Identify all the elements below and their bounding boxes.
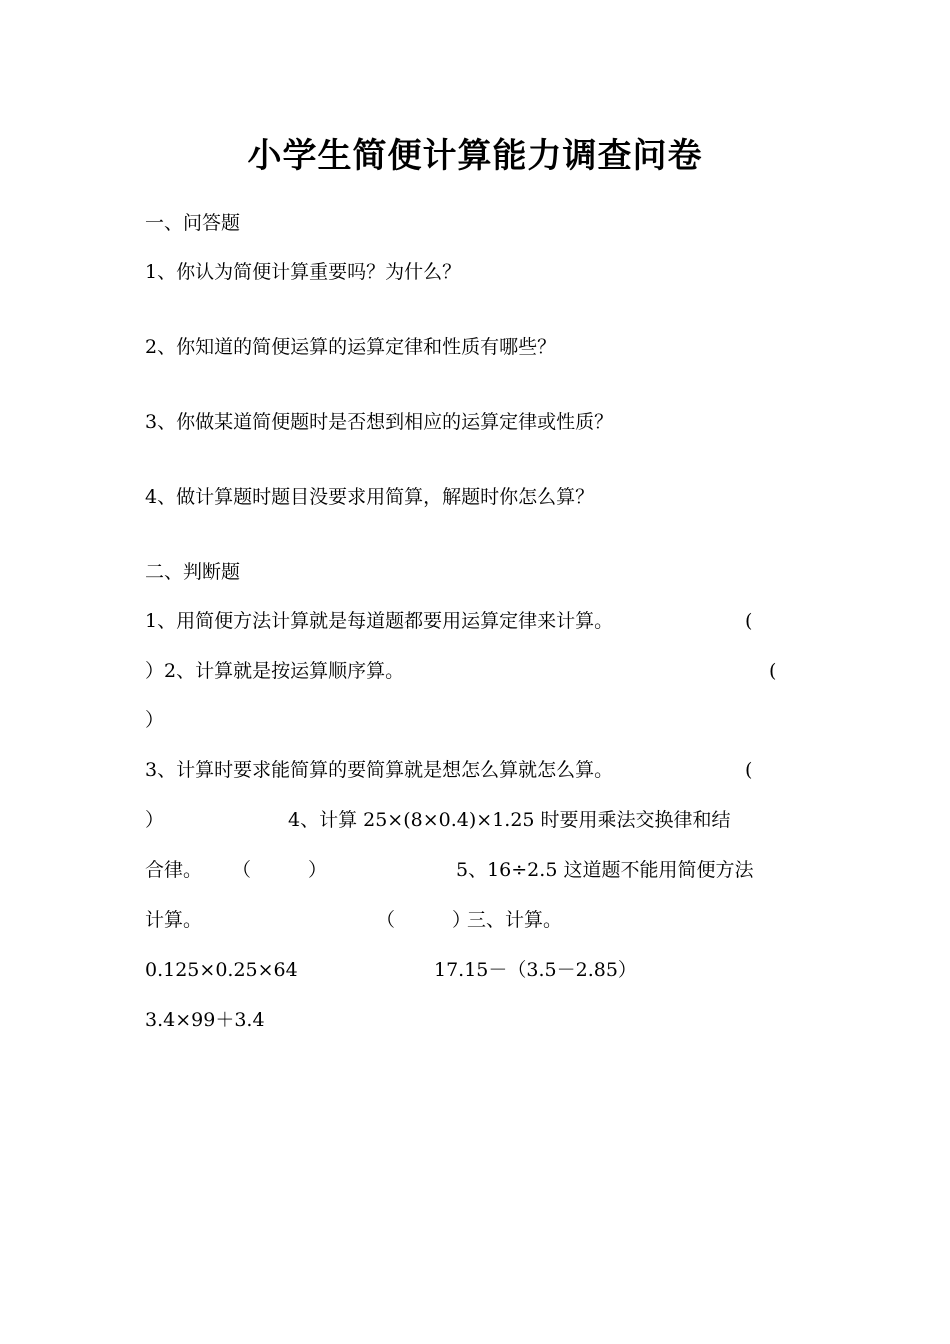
judge-item-4: 4、计算 25×(8×0.4)×1.25 时要用乘法交换律和结 — [288, 809, 731, 831]
judge-item-2: ）2、计算就是按运算顺序算。 — [145, 660, 405, 682]
judge-item-3: 3、计算时要求能简算的要简算就是想怎么算就怎么算。 — [145, 759, 614, 781]
qa-question-2: 2、你知道的简便运算的运算定律和性质有哪些？ — [145, 336, 557, 358]
judge-item-4-paren: （ ） — [232, 859, 328, 881]
judge-item-3-paren: ( — [745, 759, 753, 781]
judge-item-2-paren: ( — [769, 660, 777, 682]
judge-item-5: 5、16÷2.5 这道题不能用简便方法 — [456, 859, 754, 881]
calc-expr-1: 0.125×0.25×64 — [145, 959, 298, 981]
judge-item-5-paren: （ ） — [376, 909, 472, 931]
judge-item-5-cont: 计算。 — [145, 909, 203, 931]
judge-item-1-paren: ( — [745, 610, 753, 632]
section-heading-judge: 二、判断题 — [145, 561, 241, 583]
section-heading-calc: 三、计算。 — [467, 909, 563, 931]
page-title: 小学生简便计算能力调查问卷 — [247, 136, 703, 176]
qa-question-3: 3、你做某道简便题时是否想到相应的运算定律或性质？ — [145, 411, 614, 433]
judge-item-3-close: ） — [145, 809, 165, 831]
calc-expr-2: 17.15－（3.5－2.85） — [434, 959, 637, 981]
judge-item-4-cont: 合律。 — [145, 859, 203, 881]
judge-item-1: 1、用简便方法计算就是每道题都要用运算定律来计算。 — [145, 610, 614, 632]
qa-question-1: 1、你认为简便计算重要吗？为什么？ — [145, 261, 462, 283]
calc-expr-3: 3.4×99＋3.4 — [145, 1009, 265, 1031]
section-heading-qa: 一、问答题 — [145, 212, 241, 234]
qa-question-4: 4、做计算题时题目没要求用简算，解题时你怎么算？ — [145, 486, 595, 508]
judge-item-2-close: ） — [145, 709, 165, 731]
